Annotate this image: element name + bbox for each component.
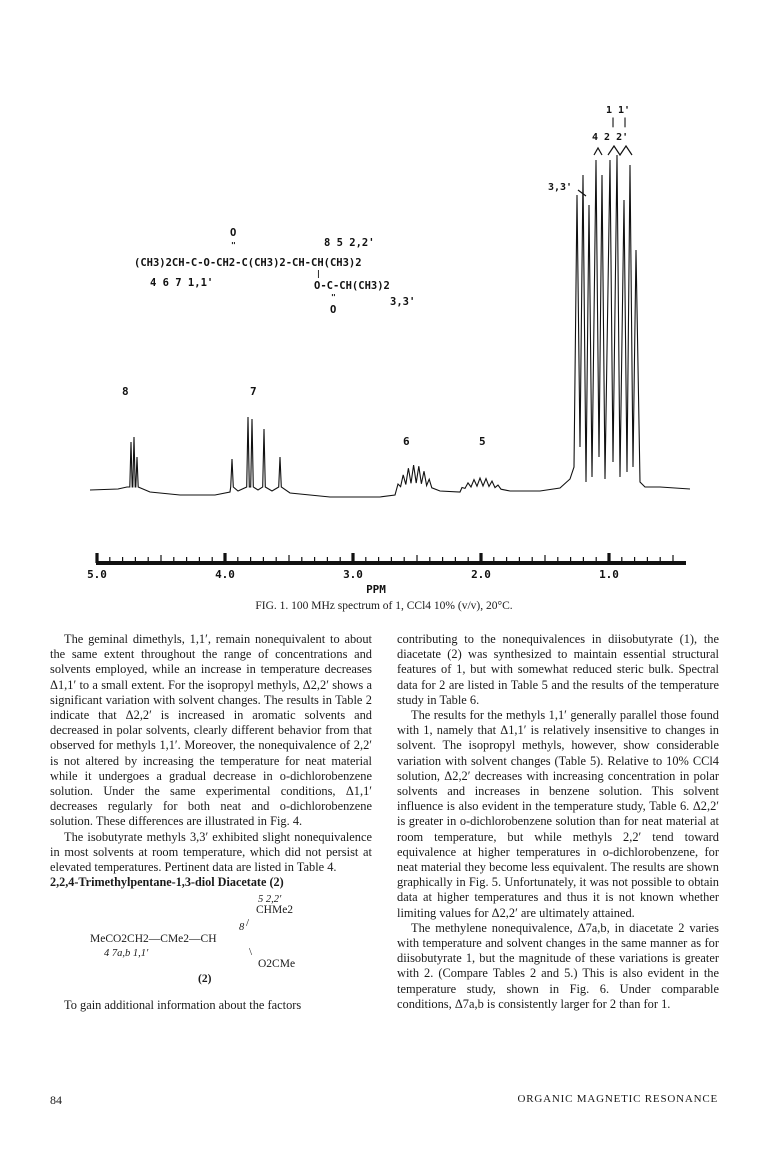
peak-label-5: 5 — [479, 435, 486, 448]
axis-minor-tick — [237, 557, 238, 562]
figure-caption: FIG. 1. 100 MHz spectrum of 1, CCl4 10% (v/v), 20°C. — [255, 600, 513, 612]
peak-label-6: 6 — [403, 435, 410, 448]
right-paragraph-3: The methylene nonequivalence, Δ7a,b, in diacetate 2 varies with temperature and solvent changes in the same manner as for diisobutyrate 1, but the magnitude of these variations is greater with 2. (Compare Tables 2 and 5.) This is also evident in the temperature study, shown in Fig. 6. Under comparable conditions, Δ7a,b is consistently larger for 2 than for 1. — [397, 920, 719, 1011]
axis-minor-tick — [173, 557, 174, 562]
axis-major-tick — [607, 553, 610, 563]
struct-label-below: 4 7a,b 1,1′ — [104, 948, 149, 960]
axis-minor-tick — [404, 557, 405, 562]
formula-carbonyl-top: O — [230, 227, 237, 239]
right-paragraph-2: The results for the methyls 1,1′ generally parallel those found with 1, namely that Δ1,1′ is relatively insensitive to changes in solvent. The isopropyl methyls, however, show considerable variation with solvent changes (Table 5). Relative to 10% CCl4 solution, Δ2,2′ decreases with increasing concentration in polar solvents and increases in benzene solution. This solvent influence is also evident in the temperature study, Table 6. Δ2,2′ is greater in o-dichlorobenzene solution than for neat material at room temperature, but while methyls 2,2′ tend toward equivalence at higher temperatures in o-dichlorobenzene, for neat material they become less equivalent. The results are shown graphically in Fig. 5. Unfortunately, it was not possible to obtain data at higher temperatures and thus it is not known whether limiting values for Δ2,2′ are ultimately attained. — [397, 708, 719, 920]
axis-tick-3: 3.0 — [343, 568, 363, 581]
axis-tick-1: 1.0 — [599, 568, 619, 581]
formula-carbonyl-bottom: O — [330, 304, 337, 316]
formula-labels-below: 4 6 7 1,1' — [150, 277, 214, 289]
formula-branch-label: 3,3' — [390, 296, 416, 308]
axis-major-tick — [95, 553, 98, 563]
axis-minor-tick — [263, 557, 264, 562]
axis-minor-tick — [621, 557, 622, 562]
right-paragraph-1: contributing to the nonequivalences in diisobutyrate (1), the diacetate (2) was synthesized to maintain essential structural features of 1, but with somewhat reduced steric bulk. Spectral data for 2 are listed in Table 5 and the results of the temperature study in Table 6. — [397, 632, 719, 707]
tms-label-bottom: 4 2 2' — [592, 132, 629, 143]
left-paragraph-1: The geminal dimethyls, 1,1′, remain nonequivalent to about the same extent throughout the range of concentrations and solvents employed, while an increase in temperature decreases Δ1,1′ to a small extent. For the isopropyl methyls, Δ2,2′ shows a significant variation with solvent changes. The results in Table 2 indicate that Δ2,2′ is increased in aromatic solvents and decreased in polar solvents, clearly different behavior from that observed for methyls 1,1′. Moreover, the nonequivalence of 2,2′ is not altered by increasing the temperature for neat material while it undergoes a gradual decrease in o-dichlorobenzene solution. Under the same experimental conditions, Δ1,1′ decreases regularly for both neat and o-dichlorobenzene solution. These differences are illustrated in Fig. 4. — [50, 632, 372, 829]
axis-minor-tick — [544, 555, 545, 562]
axis-minor-tick — [634, 557, 635, 562]
axis-minor-tick — [276, 557, 277, 562]
tms-label-bars: | | — [610, 117, 629, 128]
axis-minor-tick — [532, 557, 533, 562]
axis-minor-tick — [378, 557, 379, 562]
diacetate-structure — [50, 892, 372, 992]
page-number: 84 — [50, 1093, 62, 1107]
right-column — [397, 632, 719, 1012]
axis-major-tick — [351, 553, 354, 563]
multiplet-brackets — [578, 146, 632, 196]
axis-tick-5: 5.0 — [87, 568, 107, 581]
peak-label-7: 7 — [250, 385, 257, 398]
axis-minor-tick — [672, 555, 673, 562]
axis-minor-tick — [340, 557, 341, 562]
formula-main: (CH3)2CH-C-O-CH2-C(CH3)2-CH-CH(CH3)2 — [134, 257, 362, 269]
axis-tick-2: 2.0 — [471, 568, 491, 581]
journal-name: ORGANIC MAGNETIC RESONANCE — [517, 1093, 718, 1105]
axis-minor-tick — [429, 557, 430, 562]
axis-minor-tick — [314, 557, 315, 562]
axis-minor-tick — [391, 557, 392, 562]
struct-main: MeCO2CH2—CMe2—CH — [90, 933, 217, 946]
axis-minor-tick — [160, 555, 161, 562]
formula-branch: O-C-CH(CH3)2 — [314, 280, 390, 292]
axis-minor-tick — [570, 557, 571, 562]
struct-chme2: CHMe2 — [256, 904, 294, 917]
struct-label-8: 8 — [239, 922, 245, 934]
axis-minor-tick — [493, 557, 494, 562]
formula-dblbond-top: " — [231, 241, 236, 250]
tms-label-left: 3,3' — [548, 182, 573, 193]
formula-bond-mark: | — [316, 269, 321, 278]
axis-minor-tick — [301, 557, 302, 562]
axis-minor-tick — [519, 557, 520, 562]
tms-label-top: 1 1' — [606, 105, 631, 116]
spectrum-trace — [90, 155, 690, 497]
formula-branch-dblbond: " — [331, 293, 336, 302]
axis-minor-tick — [122, 557, 123, 562]
left-paragraph-2: The isobutyrate methyls 3,3′ exhibited slight nonequivalence in most solvents at room temperature, which did not persist at elevated temperatures. Pertinent data are listed in Table 4. — [50, 829, 372, 875]
axis-unit: PPM — [366, 583, 386, 596]
struct-compound-number: (2) — [198, 973, 212, 986]
axis-minor-tick — [250, 557, 251, 562]
axis-minor-tick — [186, 557, 187, 562]
axis-minor-tick — [212, 557, 213, 562]
left-column — [50, 632, 372, 1014]
axis-minor-tick — [148, 557, 149, 562]
struct-label-top: 5 2,2′ — [258, 894, 282, 906]
ppm-axis — [95, 553, 686, 565]
axis-minor-tick — [596, 557, 597, 562]
formula-labels-above: 8 5 2,2' — [324, 237, 375, 249]
axis-major-tick — [479, 553, 482, 563]
struct-bond-up: / — [246, 917, 250, 930]
axis-minor-tick — [416, 555, 417, 562]
axis-minor-tick — [199, 557, 200, 562]
axis-minor-tick — [455, 557, 456, 562]
struct-bond-down: \ — [249, 946, 253, 959]
axis-major-tick — [223, 553, 226, 563]
axis-minor-tick — [327, 557, 328, 562]
axis-minor-tick — [135, 557, 136, 562]
axis-minor-tick — [660, 557, 661, 562]
axis-minor-tick — [557, 557, 558, 562]
section-heading: 2,2,4-Trimethylpentane-1,3-diol Diacetate (2) — [50, 875, 284, 890]
left-paragraph-3: To gain additional information about the factors — [64, 998, 302, 1013]
axis-tick-4: 4.0 — [215, 568, 235, 581]
axis-minor-tick — [647, 557, 648, 562]
axis-minor-tick — [365, 557, 366, 562]
axis-minor-tick — [468, 557, 469, 562]
axis-minor-tick — [506, 557, 507, 562]
axis-minor-tick — [288, 555, 289, 562]
peak-label-8: 8 — [122, 385, 129, 398]
axis-minor-tick — [109, 557, 110, 562]
axis-minor-tick — [583, 557, 584, 562]
struct-o2cme: O2CMe — [258, 958, 296, 971]
axis-minor-tick — [442, 557, 443, 562]
